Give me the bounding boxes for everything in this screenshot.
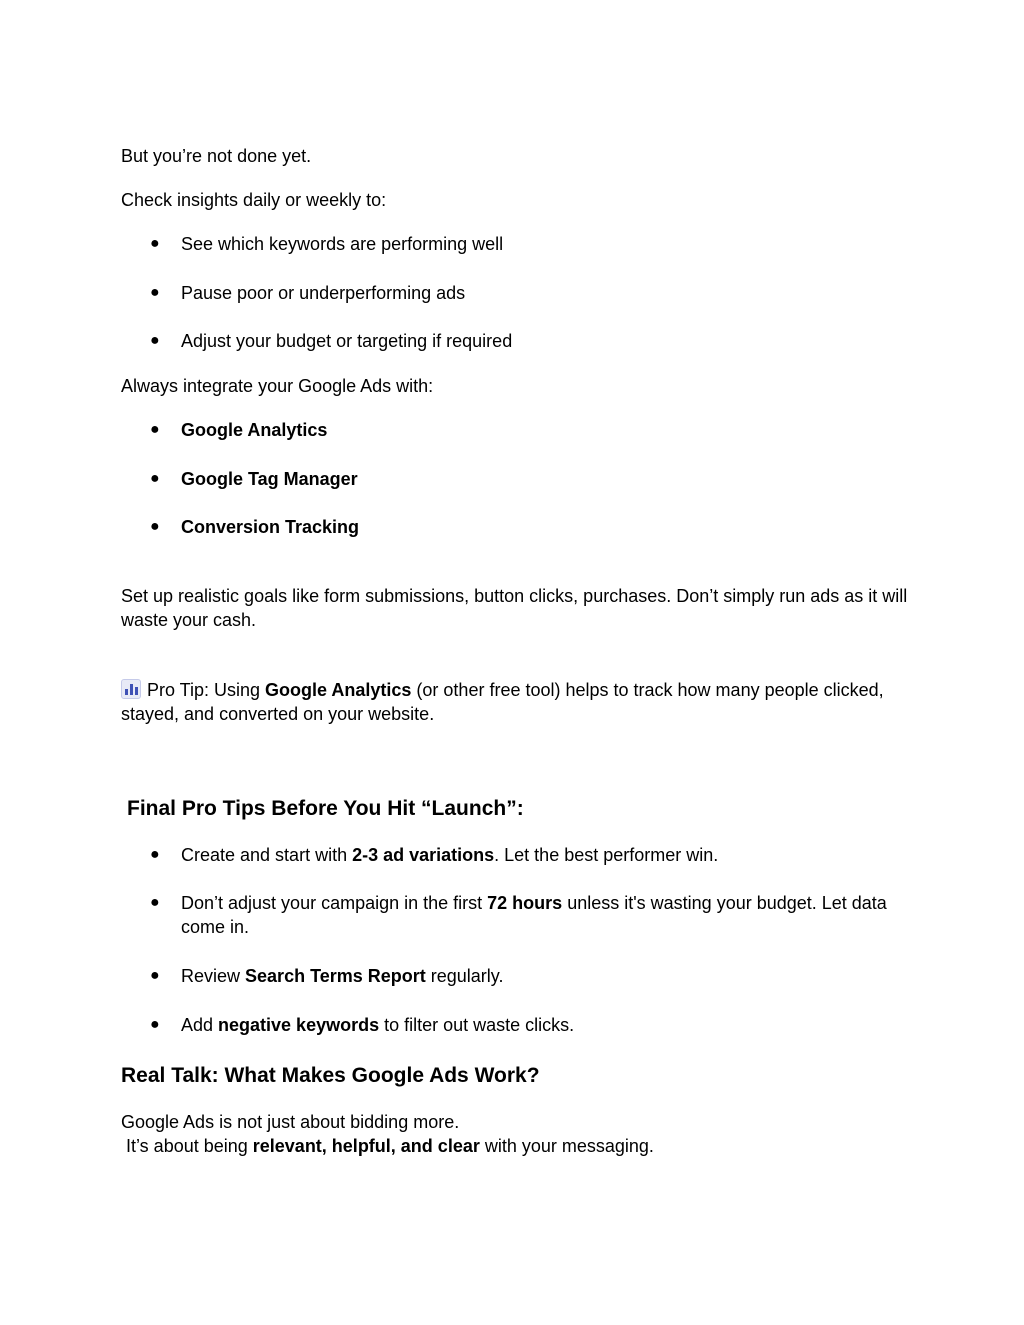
tip-bold: negative keywords: [218, 1015, 380, 1035]
bullet-marker: ●: [150, 518, 160, 535]
bullet-marker: ●: [150, 1016, 160, 1033]
list-item-ad-variations: [181, 843, 718, 867]
heading-final-tips: Final Pro Tips Before You Hit “Launch”:: [127, 797, 524, 820]
list-item-tag-manager: Google Tag Manager: [181, 469, 358, 489]
tip-text: regularly.: [425, 966, 504, 986]
bullet-marker: ●: [150, 421, 160, 438]
list-item-search-terms: [181, 964, 503, 988]
tip-text: Add: [181, 1015, 219, 1035]
tip-text: unless it's wasting your budget. Let data come in.: [181, 893, 887, 937]
tip-bold: 2-3 ad variations: [352, 845, 495, 865]
paragraph-bidding: Google Ads is not just about bidding more.: [121, 1112, 460, 1132]
tip-text: Review: [181, 966, 246, 986]
pro-tip-bold: Google Analytics: [265, 680, 412, 700]
bullet-marker: ●: [150, 284, 160, 301]
relevant-text: It’s about being: [126, 1136, 253, 1156]
bar-chart-icon: [121, 679, 141, 699]
tip-text: Don’t adjust your campaign in the first: [181, 893, 488, 913]
paragraph-relevant: [126, 1134, 654, 1158]
list-item-adjust-budget: Adjust your budget or targeting if required: [181, 331, 513, 351]
bullet-marker: ●: [150, 967, 160, 984]
tip-text: to filter out waste clicks.: [379, 1015, 575, 1035]
tip-bold: Search Terms Report: [245, 966, 426, 986]
bullet-marker: ●: [150, 846, 160, 863]
tip-text: . Let the best performer win.: [494, 845, 719, 865]
heading-real-talk: Real Talk: What Makes Google Ads Work?: [121, 1064, 540, 1087]
pro-tip-suffix: (or other free tool) helps to track how many people clicked, stayed, and converted on your website.: [121, 680, 884, 724]
bullet-marker: ●: [150, 332, 160, 349]
list-item-conversion-tracking: Conversion Tracking: [181, 517, 360, 537]
list-item-google-analytics: Google Analytics: [181, 420, 328, 440]
list-item-keywords: See which keywords are performing well: [181, 234, 504, 254]
tip-text: Create and start with: [181, 845, 353, 865]
pro-tip-prefix: Pro Tip: Using: [147, 680, 266, 700]
list-item-negative-keywords: [181, 1013, 574, 1037]
paragraph-not-done: But you’re not done yet.: [121, 146, 312, 166]
bullet-marker: ●: [150, 235, 160, 252]
relevant-text: with your messaging.: [479, 1136, 654, 1156]
list-item-pause-ads: Pause poor or underperforming ads: [181, 283, 466, 303]
paragraph-pro-tip: [121, 678, 911, 726]
list-item-72-hours: [181, 891, 911, 939]
relevant-bold: relevant, helpful, and clear: [252, 1136, 480, 1156]
tip-bold: 72 hours: [487, 893, 563, 913]
bullet-marker: ●: [150, 470, 160, 487]
paragraph-integrate: Always integrate your Google Ads with:: [121, 376, 434, 396]
paragraph-check-insights: Check insights daily or weekly to:: [121, 190, 387, 210]
bullet-marker: ●: [150, 894, 160, 911]
paragraph-goals: Set up realistic goals like form submissions, button clicks, purchases. Don’t simply run ads as it will waste your cash.: [121, 586, 908, 630]
